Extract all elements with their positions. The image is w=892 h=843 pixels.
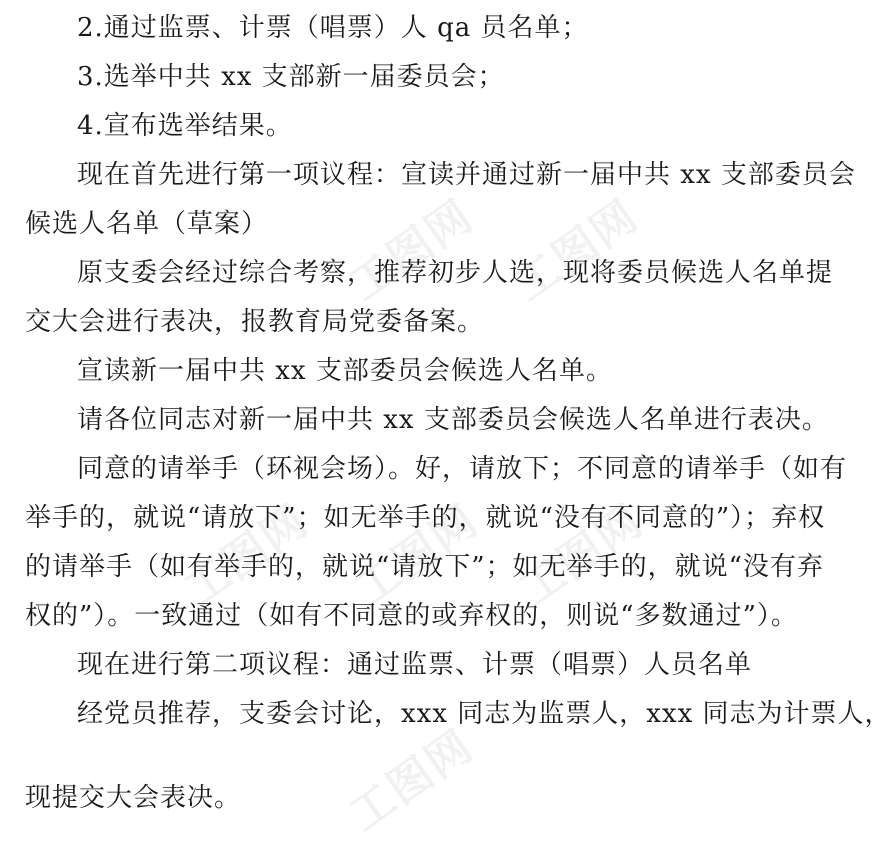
- paragraph-line: 的请举手（如有举手的，就说“请放下”；如无举手的，就说“没有弃: [25, 552, 824, 582]
- paragraph-line: 候选人名单（草案）: [25, 209, 269, 239]
- paragraph-line: 现在首先进行第一项议程：宣读并通过新一届中共 xx 支部委员会: [77, 160, 856, 190]
- paragraph-line: 权的”）。一致通过（如有不同意的或弃权的，则说“多数通过”）。: [25, 601, 798, 631]
- watermark: 工图网: [345, 495, 488, 617]
- paragraph-line: 宣读新一届中共 xx 支部委员会候选人名单。: [77, 356, 613, 386]
- paragraph-line: 现在进行第二项议程：通过监票、计票（唱票）人员名单: [77, 650, 753, 680]
- agenda-item-2: 2.通过监票、计票（唱票）人 qa 员名单；: [77, 13, 589, 43]
- paragraph-line: 经党员推荐，支委会讨论，xxx 同志为监票人，xxx 同志为计票人，: [77, 699, 892, 729]
- agenda-item-3: 3.选举中共 xx 支部新一届委员会；: [77, 62, 505, 92]
- paragraph-line: 请各位同志对新一届中共 xx 支部委员会候选人名单进行表决。: [77, 405, 829, 435]
- watermark: 工图网: [175, 495, 318, 617]
- agenda-item-4: 4.宣布选举结果。: [77, 111, 293, 141]
- watermark: 工图网: [510, 495, 653, 617]
- paragraph-line: 交大会进行表决，报教育局党委备案。: [25, 307, 485, 337]
- paragraph-line: 原支委会经过综合考察，推荐初步人选，现将委员候选人名单提: [77, 258, 834, 288]
- watermark: 工图网: [340, 720, 483, 842]
- watermark: 工图网: [340, 190, 483, 312]
- watermark: 工图网: [505, 190, 648, 312]
- paragraph-line-partial: 现提交大会表决。: [25, 783, 242, 813]
- paragraph-line: 同意的请举手（环视会场）。好，请放下；不同意的请举手（如有: [77, 454, 848, 484]
- paragraph-line: 举手的，就说“请放下”；如无举手的，就说“没有不同意的”）；弃权: [25, 503, 826, 533]
